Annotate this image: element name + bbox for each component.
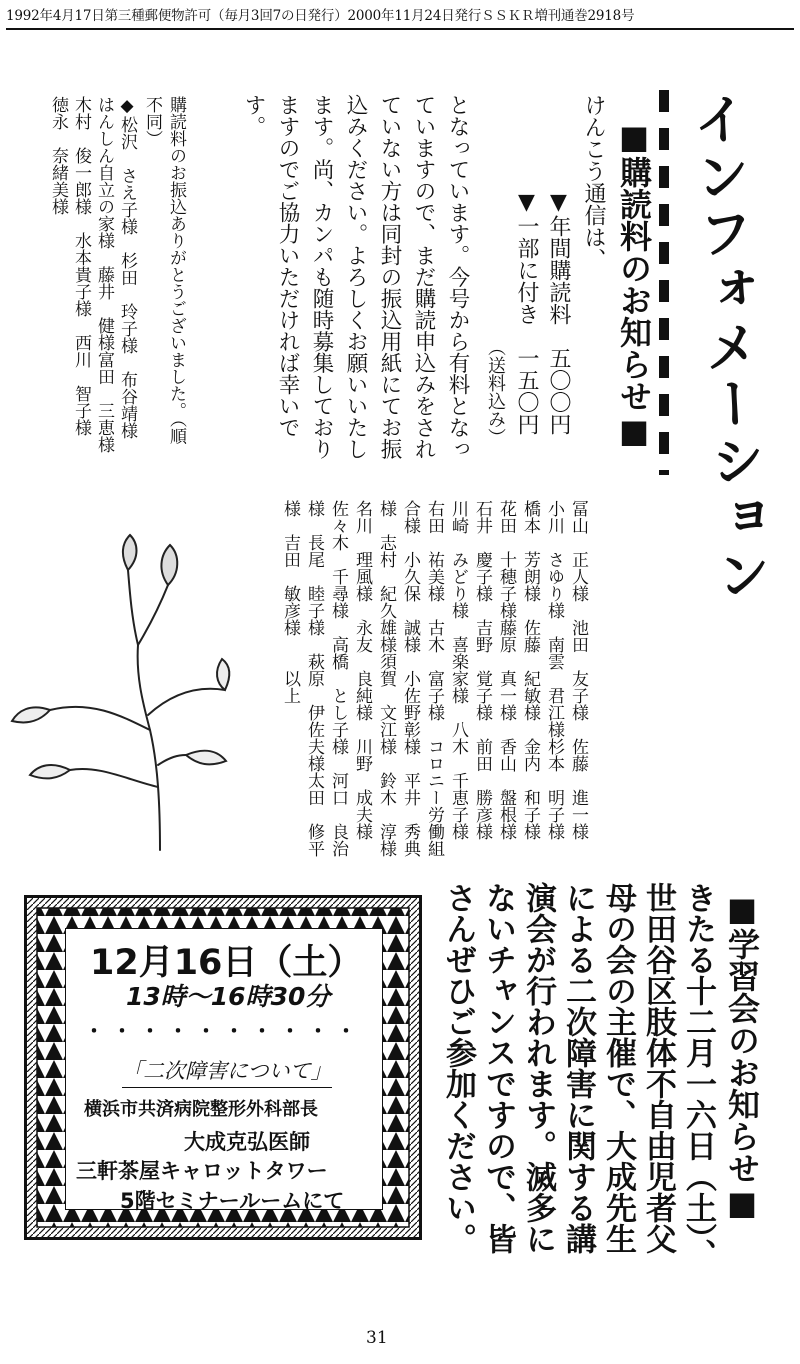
title-dash-rule <box>659 90 669 475</box>
event-topic: 「二次障害について」 <box>122 1055 332 1088</box>
plant-illustration <box>10 525 240 855</box>
subscription-shipping-note: （送料込み） <box>485 338 506 446</box>
donor-thanks: 購読料のお振込ありがとうございました。（順不同） <box>142 96 186 445</box>
information-title: インフォメーション <box>683 89 773 606</box>
subscription-price-yearly: ▼年間購読料 五〇〇円 <box>546 190 571 435</box>
subscription-intro: けんこう通信は、 <box>581 94 606 270</box>
event-room: 5階セミナールームにて <box>120 1189 345 1213</box>
event-speaker-affiliation: 横浜市共済病院整形外科部長 <box>84 1099 318 1120</box>
event-dot-divider: ・・・・・・・・・・ <box>84 1019 364 1043</box>
event-box <box>24 895 422 1240</box>
subscription-heading: ■購読料のお知らせ■ <box>615 118 653 450</box>
event-date: 12月16日（土） <box>90 943 363 983</box>
page-number: 31 <box>366 1328 388 1348</box>
page-header: 1992年4月17日第三種郵便物許可（毎月3回7の日発行）2000年11月24日発行ＳＳＫＲ増刊通巻2918号 <box>6 4 794 30</box>
study-meeting-heading: ■学習会のお知らせ■ <box>723 890 761 1222</box>
study-meeting-body: きたる十二月一六日（土）、世田谷区肢体不自由児者父母の会の主催で、大成先生による二次障害に関する講演会が行われます。滅多にないチャンスですので、皆さんぜひご参加ください。 <box>440 882 716 1270</box>
event-panel <box>65 928 383 1213</box>
donor-list-part2: 冨山 正人様 池田 友子様 佐藤 進一様 小川 さゆり様 南雲 君江様杉本 明子様 橋本 芳朗様 佐藤 紀敏様 金内 和子様 花田 十穂子様藤原 真一様 香山 盤根様 石井 慶子様 吉野 覚子様 前田 勝彦様 川崎 みどり様 喜楽家様 八木 千恵子様 右田 祐美様 古木 富子様 コロニー労働組合様 小久保 誠様 小佐野彰様 平井 秀典様 志村 紀久雄様須賀 文江様 鈴木 淳様 名川 理風様 永友 良純様 川野 成夫様 佐々木 千尋様 高橋 とし子様 河口 良治様 長尾 睦子様 萩原 伊佐夫様太田 修平様 吉田 敏彦様 以上 <box>280 500 588 874</box>
subscription-body: となっています。今号から有料となっていますので、まだ購読申込みをされていない方は同封の振込用紙にてお振込みください。よろしくお願いいたします。尚、カンパも随時募集しておりますのでご協力いただければ幸いです。 <box>241 94 470 460</box>
event-venue: 三軒茶屋キャロットタワー <box>76 1159 328 1183</box>
donor-list-part1: ◆松沢 さえ子様 杉田 玲子様 布谷靖様 はんしん自立の家様 藤井 健様富田 三恵様 木村 俊一郎様 水本貴子様 西川 智子様 徳永 奈緒美様 <box>48 96 137 470</box>
event-speaker: 大成克弘医師 <box>184 1130 310 1154</box>
subscription-price-copy: ▼一部に付き 一五〇円 <box>514 190 539 435</box>
event-time: 13時〜16時30分 <box>126 982 331 1011</box>
